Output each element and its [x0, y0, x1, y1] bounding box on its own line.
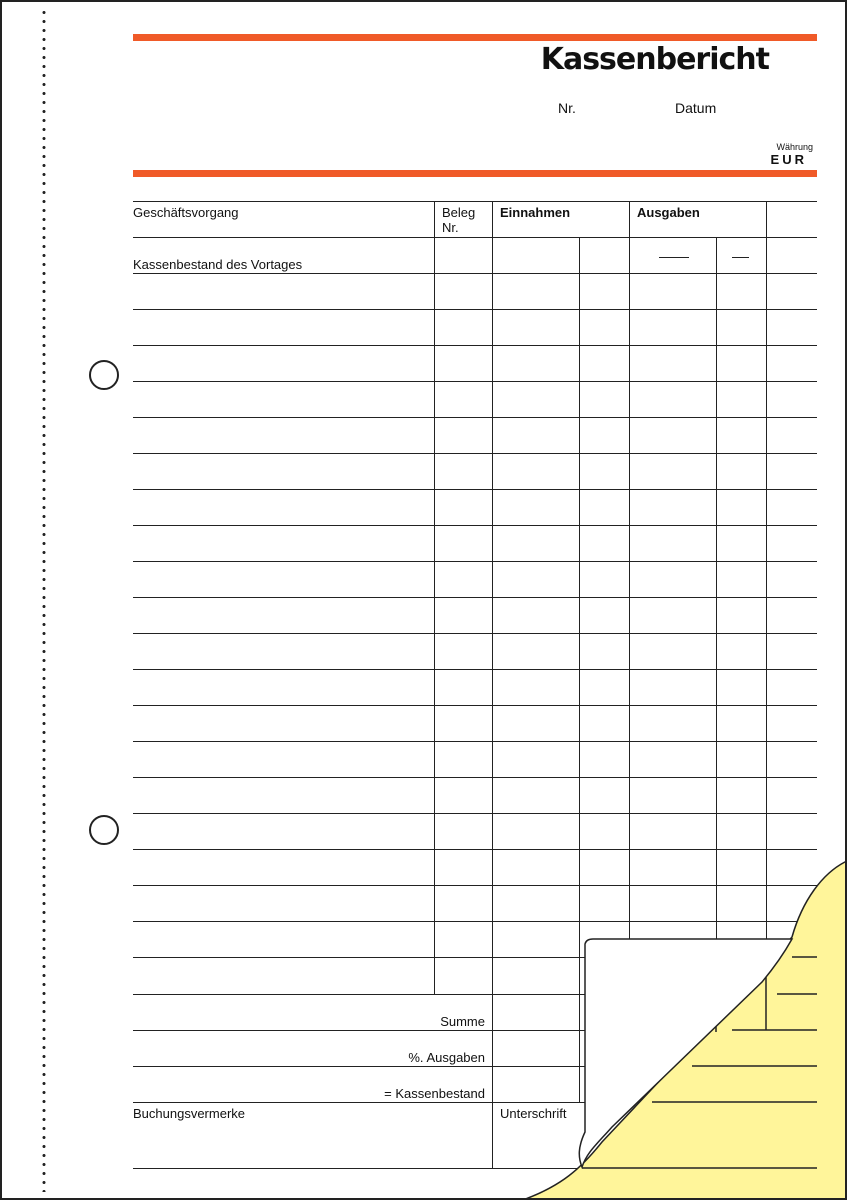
opening-balance-label: Kassenbestand des Vortages [133, 257, 303, 272]
col-header-beleg: Beleg Nr. [442, 205, 476, 235]
form-title: Kassenbericht [540, 42, 769, 77]
currency-code: EUR [770, 152, 807, 167]
datum-label: Datum [675, 100, 717, 116]
buchungsvermerke-label: Buchungsvermerke [133, 1106, 245, 1121]
col-header-einnahmen: Einnahmen [500, 205, 571, 220]
page-curl-yellow-copy [2, 2, 847, 1200]
col-header-ausgaben: Ausgaben [637, 205, 700, 220]
col-header-geschaeftsvorgang: Geschäftsvorgang [133, 205, 239, 220]
unterschrift-label: Unterschrift [500, 1106, 567, 1121]
minus-ausgaben-label: %. Ausgaben [408, 1050, 485, 1065]
summe-label: Summe [440, 1014, 485, 1029]
kassenbestand-label: = Kassenbestand [384, 1086, 485, 1101]
currency-caption: Währung [776, 142, 813, 152]
nr-label: Nr. [558, 100, 576, 116]
